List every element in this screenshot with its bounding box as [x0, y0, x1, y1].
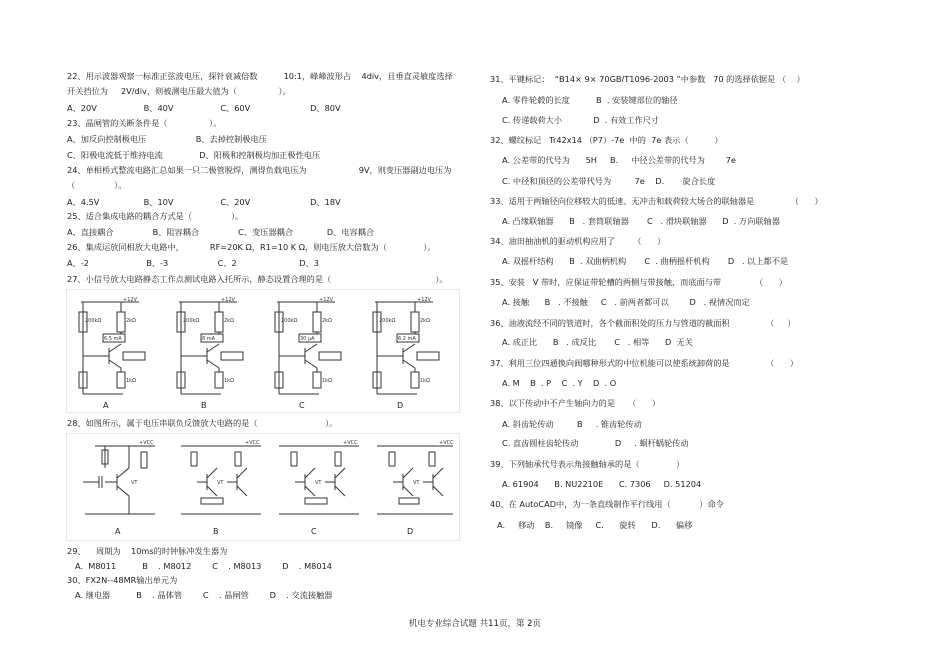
- q27-vcc-b: +12V: [221, 297, 235, 303]
- q39-stem: 39、下列轴承代号表示角接触轴承的是（ ）: [490, 459, 685, 469]
- q28-tag-d: VT: [413, 480, 420, 486]
- q24-line2: （ ）。: [67, 180, 127, 190]
- q27-r1-b: 200kΩ: [183, 318, 200, 324]
- q24-options: A、4.5V B、10V C、20V D、18V: [67, 197, 341, 207]
- q27-re-a: 1kΩ: [126, 378, 136, 384]
- q28-vcc-b: +VCC: [245, 440, 260, 446]
- q27-figure: [66, 289, 460, 413]
- q27-r2-c: 2kΩ: [322, 318, 332, 324]
- q28-label-a: A: [115, 527, 121, 536]
- q27-label-b: B: [201, 401, 207, 410]
- q34-stem: 34、油田抽油机的驱动机构应用了 （ ）: [490, 236, 666, 246]
- q40-stem: 40、在 AutoCAD中，为一条直线制作平行线用（ ）命令: [490, 499, 724, 509]
- q28-vcc-a: +VCC: [139, 440, 154, 446]
- q25-stem: 25、适合集成电路的耦合方式是（ ）。: [67, 211, 244, 221]
- q30-stem: 30、FX2N--48MR输出单元为: [67, 575, 178, 585]
- q35-stem: 35、安装 V 带时，应保证带轮槽的两侧与带接触，而底面与带 （ ）: [490, 277, 787, 287]
- q28-label-b: B: [213, 527, 219, 536]
- q23-stem: 23、晶闸管的关断条件是（ ）。: [67, 118, 222, 128]
- q27-label-c: C: [299, 401, 305, 410]
- q31-options-ab: A. 零件轮毂的长度 B . 安装键部位的轴径: [502, 95, 678, 105]
- q27-r1-a: 200kΩ: [85, 318, 102, 324]
- q40-options: A. 移动 B. 镜像 C. 旋转 D. 偏移: [497, 520, 693, 530]
- q33-stem: 33、适用于两轴径向位移较大的低速、无冲击和载荷较大场合的联轴器是 （ ）: [490, 196, 823, 206]
- q38-options-cd: C. 直齿圆柱齿轮传动 D . 蜗杆蜗轮传动: [502, 438, 689, 448]
- q32-options-ab: A. 公差带的代号为 5H B. 中径公差带的代号为 7e: [502, 155, 736, 165]
- q22-options: A、20V B、40V C、60V D、80V: [67, 103, 341, 113]
- q27-meter-d: 6.2 mA: [398, 336, 416, 342]
- q28-vcc-c: +VCC: [343, 440, 358, 446]
- page-footer: 机电专业综合试题 共11页，第 2页: [408, 619, 542, 629]
- q38-options-ab: A. 斜齿轮传动 B . 锥齿轮传动: [502, 419, 642, 429]
- q23-options-2: C、阳极电流低于维持电流 D、阳极和控制极均加正极性电压: [67, 150, 321, 160]
- q26-options: A、-2 B、-3 C、2 D、3: [67, 258, 319, 268]
- q27-r2-a: 2kΩ: [126, 318, 136, 324]
- q27-r2-b: 2kΩ: [224, 318, 234, 324]
- q27-re-b: 1kΩ: [224, 378, 234, 384]
- q31-options-cd: C. 传递载荷大小 D . 有效工作尺寸: [502, 115, 660, 125]
- q27-label-d: D: [397, 401, 404, 410]
- q27-meter-b: 8 mA: [202, 336, 216, 342]
- q27-r1-d: 200kΩ: [379, 318, 396, 324]
- q22-line1: 22、用示波器观察一标准正弦波电压，探针衰减倍数 10:1，峰峰波形占 4div，且垂直灵敏度选择: [67, 71, 453, 81]
- q37-options: A. M B . P C . Y D . O: [502, 378, 617, 388]
- q36-options: A. 成正比 B . 成反比 C . 相等 D 无关: [502, 337, 693, 347]
- q36-stem: 36、油液流经不同的管道时，各个截面积处的压力与管道的截面积 （ ）: [490, 318, 796, 328]
- q27-stem: 27、小信号放大电路静态工作点测试电路入托所示，静态设置合理的是（ ）。: [67, 274, 448, 284]
- q28-tag-b: VT: [217, 480, 224, 486]
- q27-meter-a: 6.5 mA: [104, 336, 122, 342]
- q27-re-d: 1kΩ: [420, 378, 430, 384]
- q27-circuits-svg: [67, 290, 459, 412]
- q31-stem: 31、平键标记： “B14× 9× 70GB/T1096-2003 ”中参数 70 的选择依据是 （ ）: [490, 74, 805, 84]
- q25-options: A、直接耦合 B、阻容耦合 C、变压器耦合 D、电容耦合: [67, 227, 375, 237]
- q27-r2-d: 2kΩ: [420, 318, 430, 324]
- q27-label-a: A: [103, 401, 109, 410]
- q28-label-d: D: [407, 527, 414, 536]
- q26-stem: 26、集成运放同相放大电路中， RF=20K Ω，R1=10 K Ω，则电压放大倍数为（ ）。: [67, 242, 436, 252]
- q28-label-c: C: [311, 527, 317, 536]
- q28-tag-c: VT: [315, 480, 322, 486]
- q28-tag-a: VT: [131, 480, 138, 486]
- q28-circuits-svg: [67, 434, 459, 540]
- q34-options: A. 双摇杆结构 B . 双曲柄机构 C . 曲柄摇杆机构 D . 以上都不是: [502, 256, 789, 266]
- q33-options: A. 凸缘联轴器 B . 套筒联轴器 C . 滑块联轴器 D . 万向联轴器: [502, 216, 780, 226]
- q28-figure: [66, 433, 460, 541]
- q32-options-cd: C. 中径和顶径的公差带代号为 7e D. 旋合长度: [502, 176, 716, 186]
- q29-options: A. M8011 B . M8012 C . M8013 D . M8014: [75, 561, 333, 571]
- q27-re-c: 1kΩ: [322, 378, 332, 384]
- q22-line2: 开关挡位为 2V/div，则被测电压最大值为（ ）。: [67, 86, 291, 96]
- q24-line1: 24、单相桥式整流电路汇总如果一只二极管脱焊，测得负载电压为 9V，则变压器副边电压为: [67, 165, 452, 175]
- q35-options: A. 接触 B . 不接触 C . 前两者都可以 D . 视情况而定: [502, 297, 750, 307]
- q27-r1-c: 200kΩ: [281, 318, 298, 324]
- q28-vcc-d: +VCC: [439, 440, 454, 446]
- q32-stem: 32、螺纹标记 Tr42x14 （P7）-7e 中的 7e 表示（ ）: [490, 135, 723, 145]
- q30-options: A. 继电器 B . 晶体管 C . 晶闸管 D . 交流接触器: [75, 590, 333, 600]
- q27-vcc-c: +12V: [319, 297, 333, 303]
- q23-options-1: A、加反向控制极电压 B、去掉控制极电压: [67, 134, 267, 144]
- q28-circuit-a: [83, 446, 155, 514]
- q27-meter-c: 30 μA: [300, 336, 315, 342]
- q27-vcc-d: +12V: [417, 297, 431, 303]
- q28-stem: 28、如图所示，属于电压串联负反馈放大电路的是（ ）。: [67, 418, 338, 428]
- q29-stem: 29、 周期为 10ms的时钟脉冲发生器为: [67, 546, 228, 556]
- q39-options: A. 61904 B. NU2210E C. 7306 D. 51204: [502, 479, 702, 489]
- q27-vcc-a: +12V: [123, 297, 137, 303]
- q37-stem: 37、利用三位四通换向阀哪种形式的中位机能可以使系统卸荷的是 （ ）: [490, 358, 799, 368]
- q38-stem: 38、以下传动中不产生轴向力的是 （ ）: [490, 398, 661, 408]
